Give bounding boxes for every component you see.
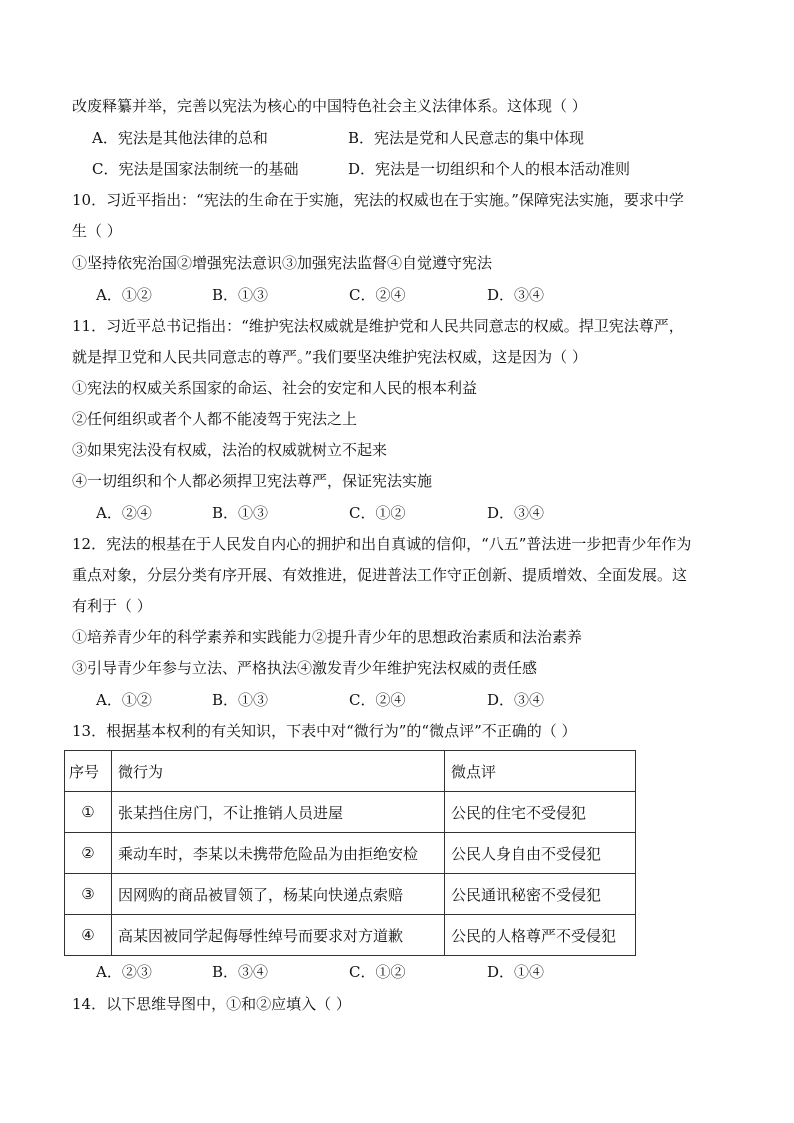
q9-option-d[interactable]: D．宪法是一切组织和个人的根本活动准则 [348, 160, 631, 178]
q13-option-d[interactable]: D．①④ [487, 963, 545, 981]
q10-statements: ①坚持依宪治国②增强宪法意识③加强宪法监督④自觉遵守宪法 [72, 254, 493, 272]
table-cell-index: ④ [65, 915, 112, 956]
table-header-index: 序号 [65, 751, 112, 792]
q12-statements-3-4: ③引导青少年参与立法、严格执法④激发青少年维护宪法权威的责任感 [72, 659, 538, 677]
table-cell-behavior: 高某因被同学起侮辱性绰号而要求对方道歉 [112, 915, 445, 956]
q10-stem-line2: 生（ ） [72, 222, 122, 240]
q10-option-d[interactable]: D．③④ [487, 286, 545, 304]
q12-stem-line2: 重点对象，分层分类有序开展、有效推进，促进普法工作守正创新、提质增效、全面发展。这 [72, 566, 688, 584]
q11-option-c[interactable]: C．①② [349, 504, 406, 522]
q9-stem-continued: 改废释纂并举，完善以宪法为核心的中国特色社会主义法律体系。这体现（ ） [72, 97, 587, 115]
q13-option-c[interactable]: C．①② [349, 963, 406, 981]
table-header-row [65, 751, 636, 792]
q11-statement-1: ①宪法的权威关系国家的命运、社会的安定和人民的根本利益 [72, 379, 478, 397]
q11-stem-line2: 就是捍卫党和人民共同意志的尊严。”我们要坚决维护宪法权威，这是因为（ ） [72, 348, 587, 366]
table-cell-index: ② [65, 833, 112, 874]
q12-stem-line3: 有利于（ ） [72, 597, 152, 615]
table-row [65, 915, 636, 956]
q11-stem-line1: 11．习近平总书记指出：“维护宪法权威就是维护党和人民共同意志的权威。捍卫宪法尊严， [72, 317, 684, 335]
table-row [65, 792, 636, 833]
q10-option-c[interactable]: C．②④ [349, 286, 406, 304]
q9-option-b[interactable]: B．宪法是党和人民意志的集中体现 [348, 129, 585, 147]
q11-statement-2: ②任何组织或者个人都不能凌驾于宪法之上 [72, 410, 358, 428]
q11-option-d[interactable]: D．③④ [487, 504, 545, 522]
q12-option-c[interactable]: C．②④ [349, 691, 406, 709]
q10-stem-line1: 10．习近平指出：“宪法的生命在于实施，宪法的权威也在于实施。”保障宪法实施，要求中学 [72, 191, 684, 209]
q10-option-a[interactable]: A．①② [96, 286, 152, 304]
table-cell-index: ③ [65, 874, 112, 915]
q13-option-a[interactable]: A．②③ [96, 963, 152, 981]
table-cell-comment: 公民的住宅不受侵犯 [445, 792, 636, 833]
table-row [65, 874, 636, 915]
q10-option-b[interactable]: B．①③ [212, 286, 269, 304]
table-cell-behavior: 张某挡住房门，不让推销人员进屋 [112, 792, 445, 833]
table-cell-behavior: 乘动车时，李某以未携带危险品为由拒绝安检 [112, 833, 445, 874]
table-cell-index: ① [65, 792, 112, 833]
q11-option-a[interactable]: A．②④ [96, 504, 152, 522]
q13-table [64, 750, 636, 956]
table-cell-behavior: 因网购的商品被冒领了，杨某向快递点索赔 [112, 874, 445, 915]
q12-stem-line1: 12．宪法的根基在于人民发自内心的拥护和出自真诚的信仰，“八五”普法进一步把青少年作为 [72, 535, 692, 553]
table-row [65, 833, 636, 874]
q11-option-b[interactable]: B．①③ [212, 504, 269, 522]
table-cell-comment: 公民通讯秘密不受侵犯 [445, 874, 636, 915]
q12-option-b[interactable]: B．①③ [212, 691, 269, 709]
q12-option-d[interactable]: D．③④ [487, 691, 545, 709]
q11-statement-4: ④一切组织和个人都必须捍卫宪法尊严，保证宪法实施 [72, 472, 433, 490]
table-header-comment: 微点评 [445, 751, 636, 792]
q9-option-a[interactable]: A．宪法是其他法律的总和 [92, 129, 268, 147]
table-cell-comment: 公民的人格尊严不受侵犯 [445, 915, 636, 956]
table-header-behavior: 微行为 [112, 751, 445, 792]
table-cell-comment: 公民人身自由不受侵犯 [445, 833, 636, 874]
q12-option-a[interactable]: A．①② [96, 691, 152, 709]
q11-statement-3: ③如果宪法没有权威，法治的权威就树立不起来 [72, 441, 388, 459]
q12-statements-1-2: ①培养青少年的科学素养和实践能力②提升青少年的思想政治素质和法治素养 [72, 628, 583, 646]
q13-option-b[interactable]: B．③④ [212, 963, 269, 981]
q9-option-c[interactable]: C．宪法是国家法制统一的基础 [92, 160, 299, 178]
q14-stem: 14．以下思维导图中，①和②应填入（ ） [72, 995, 351, 1013]
q13-stem: 13．根据基本权利的有关知识，下表中对“微行为”的“微点评”不正确的（ ） [72, 722, 577, 740]
